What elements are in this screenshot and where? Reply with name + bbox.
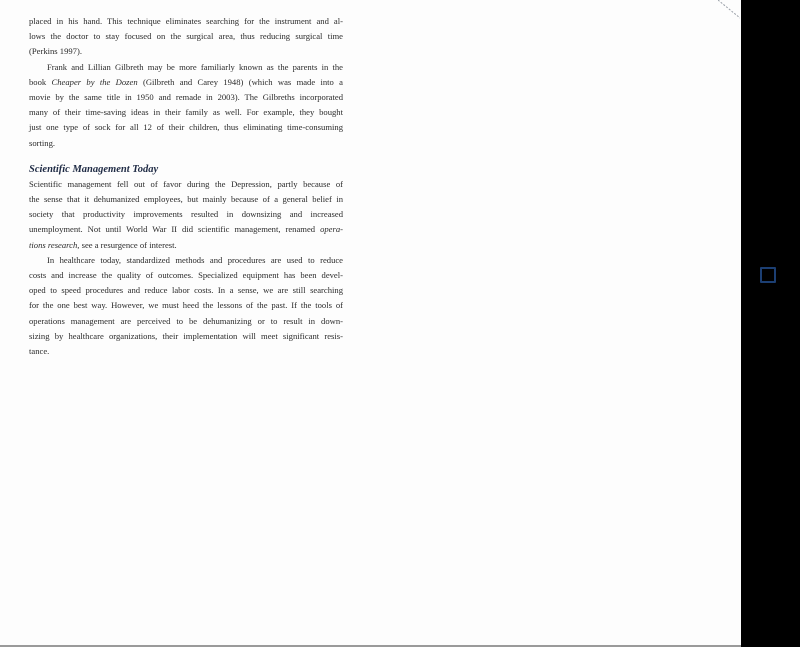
text-line: many of their time-saving ideas in their family as well. For example, they bought: [29, 107, 343, 118]
text-line: Scientific management fell out of favor during the Depression, partly because of: [29, 178, 343, 189]
text-run: book: [29, 76, 52, 87]
text-run: unemployment. Not until World War II did scientific management, renamed: [29, 224, 321, 235]
text-run: , see a resurgence of interest.: [77, 239, 177, 250]
text-line: In healthcare today, standardized methods and procedures are used to reduce: [47, 254, 343, 265]
text-line: oped to speed procedures and reduce labor costs. In a sense, we are still searching: [29, 285, 343, 296]
text-line: sizing by healthcare organizations, their implementation will meet significant resis-: [29, 330, 343, 341]
text-column: [29, 14, 343, 359]
text-line: sorting.: [29, 137, 56, 148]
text-line: movie by the same title in 1950 and remade in 2003). The Gilbreths incorporated: [29, 92, 343, 103]
text-line: the sense that it dehumanized employees, but mainly because of a general belief in: [29, 194, 343, 205]
emphasis-text: tions research: [29, 239, 78, 250]
emphasis-text: opera-: [320, 224, 343, 235]
text-line: lows the doctor to stay focused on the surgical area, thus reducing surgical time: [29, 31, 343, 42]
paragraph-4: [29, 253, 343, 359]
text-run: (Gilbreth and Carey 1948) (which was made into a: [137, 76, 343, 87]
text-line: (Perkins 1997).: [29, 46, 82, 57]
text-line: [29, 222, 343, 237]
text-line: [29, 238, 343, 253]
text-line: operations management are perceived to be dehumanizing or to result in down-: [29, 315, 343, 326]
page-curl-icon: [718, 0, 740, 20]
text-line: just one type of sock for all 12 of their children, thus eliminating time-consuming: [29, 122, 343, 133]
text-line: placed in his hand. This technique eliminates searching for the instrument and al-: [29, 16, 343, 26]
text-line: costs and increase the quality of outcomes. Specialized equipment has been devel-: [29, 270, 343, 281]
text-line: for the one best way. However, we must heed the lessons of the past. If the tools of: [29, 300, 343, 311]
paragraph-2: [29, 60, 343, 151]
section-heading: Scientific Management Today: [29, 163, 159, 175]
text-line: [29, 75, 343, 90]
text-line: society that productivity improvements resulted in downsizing and increased: [29, 209, 343, 220]
paragraph-3: [29, 177, 343, 253]
square-outline-icon[interactable]: [760, 267, 776, 283]
text-line: Frank and Lillian Gilbreth may be more familiarly known as the parents in the: [47, 61, 343, 72]
text-line: tance.: [29, 346, 50, 357]
book-title: Cheaper by the Dozen: [51, 76, 138, 87]
paragraph-1: [29, 14, 343, 60]
